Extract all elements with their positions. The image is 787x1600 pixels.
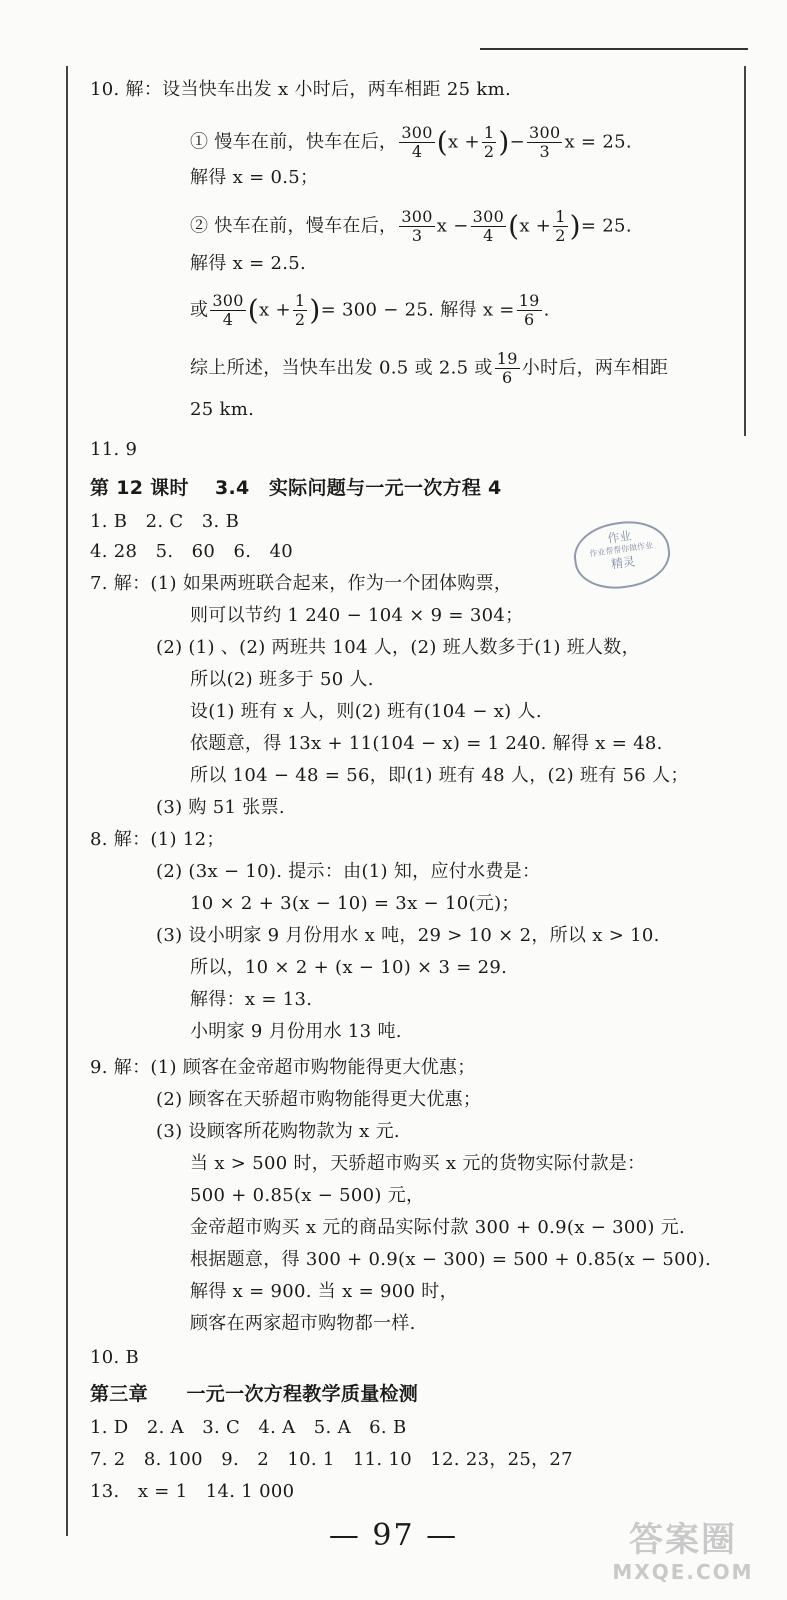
fraction	[399, 208, 434, 245]
header-rule	[480, 48, 748, 50]
q7-part2-c: 设(1) 班有 x 人，则(2) 班有(104 − x) 人.	[190, 701, 542, 722]
chapter3-heading: 第三章 一元一次方程教学质量检测	[90, 1383, 419, 1405]
fraction	[482, 124, 496, 161]
q10-case1-text: ① 慢车在前，快车在后，	[190, 131, 398, 153]
homework-stamp	[570, 516, 674, 595]
watermark-line2: MXQE.COM	[612, 1560, 754, 1584]
denominator: 4	[483, 226, 494, 245]
fraction	[293, 292, 307, 329]
denominator: 4	[222, 310, 234, 329]
lesson12-heading: 第 12 课时 3.4 实际问题与一元一次方程 4	[90, 477, 502, 499]
q8-part2: (2) (3x − 10). 提示：由(1) 知，应付水费是：	[156, 861, 541, 882]
numerator: 300	[401, 207, 433, 226]
fraction	[495, 350, 520, 387]
watermark-logo	[598, 1520, 768, 1594]
fraction	[553, 208, 567, 245]
q9-part3: (3) 设顾客所花购物款为 x 元.	[156, 1121, 400, 1142]
watermark-line1: 答案圈	[629, 1520, 737, 1560]
q7-part3: (3) 购 51 张票.	[156, 797, 285, 818]
numerator: 300	[401, 123, 433, 142]
q8-part1: 8. 解：(1) 12；	[90, 829, 225, 850]
q9-part3-c: 500 + 0.85(x − 500) 元，	[190, 1185, 425, 1206]
q10-solution1: 解得 x = 0.5；	[190, 167, 319, 188]
numerator: 300	[528, 123, 561, 142]
q10-case2-expr: x −	[436, 215, 469, 237]
chapter3-answers-1-6: 1. D 2. A 3. C 4. A 5. A 6. B	[90, 1417, 407, 1438]
stamp-bottom: 精灵	[610, 554, 636, 572]
q10-summary	[190, 350, 668, 387]
denominator: 2	[483, 142, 495, 161]
denominator: 6	[501, 368, 513, 387]
denominator: 2	[294, 310, 306, 329]
paren-open: (	[508, 209, 520, 243]
chapter3-answers-13-14: 13. x = 1 14. 1 000	[90, 1481, 295, 1502]
q8-part2-calc: 10 × 2 + 3(x − 10) = 3x − 10(元)；	[190, 893, 520, 914]
fraction	[527, 124, 562, 161]
q10-summary-end: 25 km.	[190, 399, 255, 420]
q10-case3	[190, 292, 550, 329]
q10-case2-result: = 25.	[580, 215, 632, 237]
q9-part1: 9. 解：(1) 顾客在金帝超市购物能得更大优惠；	[90, 1057, 476, 1078]
q10-case1	[190, 124, 632, 161]
fraction	[517, 292, 542, 329]
q9-part3-e: 根据题意，得 300 + 0.9(x − 300) = 500 + 0.85(x − 500).	[190, 1249, 711, 1270]
fraction	[210, 292, 245, 329]
q10b-answer: 10. B	[90, 1347, 140, 1368]
q7-part1: 7. 解：(1) 如果两班联合起来，作为一个团体购票，	[90, 573, 513, 594]
stamp-middle: 作业帮帮你做作业	[588, 540, 654, 559]
or-text: 或	[190, 299, 209, 321]
q10-solution2: 解得 x = 2.5.	[190, 253, 307, 274]
q10-case3-expr: x +	[259, 299, 291, 321]
paren-close: )	[569, 209, 581, 243]
denominator: 6	[523, 310, 535, 329]
fraction	[471, 208, 506, 245]
q7-part2-b: 所以(2) 班多于 50 人.	[190, 669, 374, 690]
q10-intro: 10. 解：设当快车出发 x 小时后，两车相距 25 km.	[90, 79, 511, 100]
numerator: 1	[483, 123, 495, 142]
answers-4-6: 4. 28 5. 60 6. 40	[90, 541, 294, 562]
paren-open: (	[436, 125, 449, 159]
page-number: — 97 —	[328, 1518, 459, 1553]
fraction	[399, 124, 434, 161]
minus: −	[509, 131, 525, 153]
right-margin-rule	[744, 66, 746, 436]
period: .	[543, 299, 550, 321]
denominator: 2	[555, 226, 566, 245]
q10-summary-text: 综上所述，当快车出发 0.5 或 2.5 或	[190, 357, 493, 379]
q9-part3-d: 金帝超市购买 x 元的商品实际付款 300 + 0.9(x − 300) 元.	[190, 1217, 686, 1238]
q9-part3-b: 当 x > 500 时，天骄超市购买 x 元的货物实际付款是：	[190, 1153, 646, 1174]
q10-case2-expr2: x +	[519, 215, 552, 237]
paren-open: (	[247, 293, 259, 327]
numerator: 19	[518, 291, 540, 310]
q9-part3-g: 顾客在两家超市购物都一样.	[190, 1313, 416, 1334]
q9-part3-f: 解得 x = 900. 当 x = 900 时，	[190, 1281, 458, 1302]
numerator: 1	[294, 291, 306, 310]
denominator: 4	[411, 142, 423, 161]
q8-part3-d: 小明家 9 月份用水 13 吨.	[190, 1021, 402, 1042]
numerator: 300	[472, 207, 505, 226]
numerator: 19	[496, 349, 518, 368]
q8-part3: (3) 设小明家 9 月份用水 x 吨，29 > 10 × 2，所以 x > 10.	[156, 925, 660, 946]
answers-1-3: 1. B 2. C 3. B	[90, 511, 240, 532]
numerator: 300	[212, 291, 244, 310]
q9-part2: (2) 顾客在天骄超市购物能得更大优惠；	[156, 1089, 482, 1110]
q11-answer: 11. 9	[90, 439, 138, 460]
q10-case2-text: ② 快车在前，慢车在后，	[190, 215, 398, 237]
q8-part3-c: 解得：x = 13.	[190, 989, 313, 1010]
stamp-top: 作业	[606, 528, 633, 546]
q7-part2: (2) (1) 、(2) 两班共 104 人，(2) 班人数多于(1) 班人数，	[156, 637, 640, 658]
paren-close: )	[309, 293, 321, 327]
denominator: 3	[411, 226, 423, 245]
q7-part2-e: 所以 104 − 48 = 56，即(1) 班有 48 人，(2) 班有 56 人；	[190, 765, 689, 786]
paren-close: )	[498, 125, 510, 159]
q10-case1-result: x = 25.	[564, 131, 632, 153]
q10-case3-eq: = 300 − 25. 解得 x =	[320, 299, 515, 321]
q8-part3-b: 所以，10 × 2 + (x − 10) × 3 = 29.	[190, 957, 508, 978]
numerator: 1	[555, 207, 566, 226]
denominator: 3	[539, 142, 550, 161]
left-margin-rule	[66, 66, 68, 1536]
q10-case1-expr: x +	[448, 131, 480, 153]
q7-part2-d: 依题意，得 13x + 11(104 − x) = 1 240. 解得 x = 48.	[190, 733, 663, 754]
q10-case2	[190, 208, 632, 245]
q7-part1-calc: 则可以节约 1 240 − 104 × 9 = 304；	[190, 605, 524, 626]
q10-summary-tail: 小时后，两车相距	[521, 357, 669, 379]
chapter3-answers-7-12: 7. 2 8. 100 9. 2 10. 1 11. 10 12. 23，25，27	[90, 1449, 573, 1470]
